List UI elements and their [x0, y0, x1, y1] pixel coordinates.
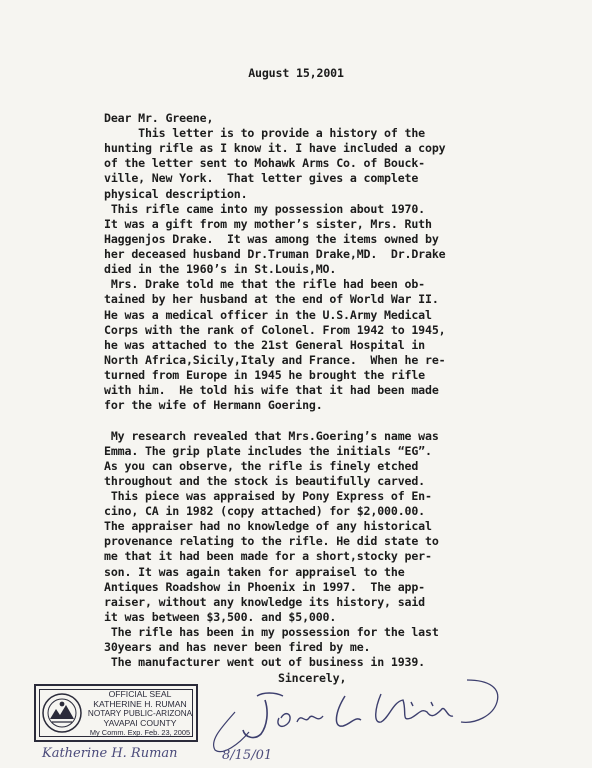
seal-line-1: OFFICIAL SEAL	[108, 689, 172, 699]
letter-line: This letter is to provide a history of the	[104, 126, 426, 141]
letter-line: Haggenjos Drake. It was among the items owned by	[104, 231, 439, 246]
letter-line: with him. He told his wife that it had been made	[104, 383, 439, 398]
letter-line: Antiques Roadshow in Phoenix in 1997. The app-	[104, 579, 426, 594]
notary-date: 8/15/01	[222, 748, 273, 763]
letter-line: ville, New York. That letter gives a complete	[104, 171, 419, 186]
letter-line: This rifle came into my possession about 1970.	[104, 201, 426, 216]
letter-line: As you can observe, the rifle is finely etched	[104, 458, 419, 473]
letter-line: me that it had been made for a short,stocky per-	[104, 549, 432, 564]
seal-line-3: NOTARY PUBLIC-ARIZONA	[87, 709, 193, 719]
letter-line: provenance relating to the rifle. He did state to	[104, 534, 439, 549]
letter-line: son. It was again taken for appraisel to the	[104, 564, 405, 579]
arizona-seal-emblem-icon	[42, 693, 82, 733]
letter-line: died in the 1960’s in St.Louis,MO.	[104, 262, 337, 277]
notary-signature: Katherine H. Ruman	[42, 746, 178, 761]
letter-line: Dear Mr. Greene,	[104, 111, 214, 125]
letter-line: it was between $3,500. and $5,000.	[104, 609, 337, 624]
seal-line-2: KATHERINE H. RUMAN	[93, 698, 187, 709]
letter-line: Emma. The grip plate includes the initials “EG”.	[104, 443, 432, 458]
letter-line: of the letter sent to Mohawk Arms Co. of Bouck-	[104, 156, 426, 171]
letter-line: physical description.	[104, 186, 248, 201]
letter-line: Corps with the rank of Colonel. From 1942 to 1945,	[104, 322, 446, 337]
seal-line-4: YAVAPAI COUNTY	[103, 717, 177, 728]
letter-line: hunting rifle as I know it. I have included a copy	[104, 141, 446, 156]
letter-line: This piece was appraised by Pony Express of En-	[104, 489, 432, 503]
letter-line: 30years and has never been fired by me.	[104, 640, 371, 655]
letter-line: My research revealed that Mrs.Goering’s name was	[104, 428, 439, 443]
letter-line: It was a gift from my mother’s sister, Mrs. Ruth	[104, 216, 432, 231]
letter-date: August 15,2001	[248, 66, 344, 80]
letter-line: for the wife of Hermann Goering.	[104, 398, 323, 413]
letter-line: cino, CA in 1982 (copy attached) for $2,000.00.	[104, 504, 426, 519]
letter-line: The appraiser had no knowledge of any historical	[104, 519, 432, 534]
letter-line: he was attached to the 21st General Hospital in	[104, 337, 426, 352]
seal-line-5: My Comm. Exp. Feb. 23, 2005	[89, 728, 191, 738]
closing-text: Sincerely,	[278, 671, 347, 685]
seal-text	[86, 690, 194, 738]
letter-line: throughout and the stock is beautifully carved.	[104, 473, 426, 488]
letter-line: Mrs. Drake told me that the rifle had been ob-	[104, 277, 426, 292]
letter-line: her deceased husband Dr.Truman Drake,MD. Dr.Drake	[104, 247, 446, 262]
letter-line: The manufacturer went out of business in 1939.	[104, 655, 426, 670]
letter-line: North Africa,Sicily,Italy and France. When he re-	[104, 352, 446, 367]
letter-line: turned from Europe in 1945 he brought the rifle	[104, 368, 426, 383]
author-signature	[205, 672, 505, 756]
letter-line: raiser, without any knowledge its history, said	[104, 594, 426, 609]
notary-seal	[34, 684, 198, 742]
letter-line: The rifle has been in my possession for the last	[104, 625, 439, 640]
letter-line: He was a medical officer in the U.S.Army Medical	[104, 307, 432, 322]
letter-line: tained by her husband at the end of World War II.	[104, 292, 439, 307]
